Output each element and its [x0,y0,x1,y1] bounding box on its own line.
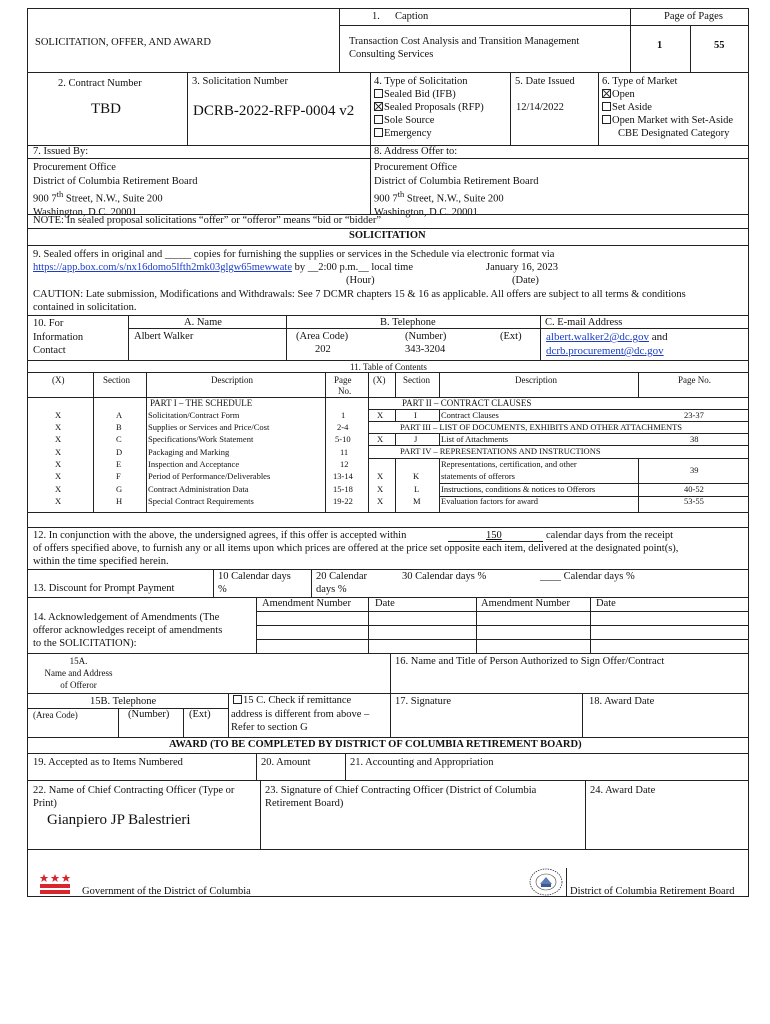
date-issued-value: 12/14/2022 [516,102,564,113]
dcrb-seal-logo [528,868,564,896]
caution-text-2: contained in solicitation. [33,302,137,313]
total-pages: 55 [714,40,725,51]
footer-government: Government of the District of Columbia [82,886,251,897]
cbe-category: CBE Designated Category [618,128,730,139]
amount-label: 20. Amount [261,757,311,768]
toc-desc: Special Contract Requirements [148,496,254,506]
officer-name-value: Gianpiero JP Balestrieri [47,812,191,828]
toc-desc-k-1: Representations, certification, and other [441,459,577,469]
toc-page: 15-18 [333,484,353,494]
toc-row: X [55,484,62,494]
telephone-label: B. Telephone [380,317,436,328]
toc-title: 11. Table of Contents [350,362,427,372]
toc-part-2: PART II – CONTRACT CLAUSES [402,398,532,408]
offeror-name-address-label: 15A. Name and Address of Offeror [44,656,113,690]
toc-section: D [116,447,123,457]
number-value: 343-3204 [405,344,446,355]
toc-section-m: M [413,496,421,506]
solicitation-number-label: 3. Solicitation Number [192,76,288,87]
toc-row: X [55,496,62,506]
submission-line: https://app.box.com/s/nx16domo5lfth2mk03glgw65mewwate by __2:00 p.m.__ local time [33,262,414,273]
offer-terms-2: of offers specified above, to furnish any or all items upon which prices are offered at the price set opposite each item, delivered at the designated point(s), [33,543,679,554]
email-link-1[interactable]: albert.walker2@dc.gov [546,331,649,343]
toc-desc: Period of Performance/Deliverables [148,471,271,481]
info-contact-label: 10. For Information Contact [33,318,84,356]
caption-label: Caption [395,11,429,22]
sealed-offers-text: 9. Sealed offers in original and _____ copies for furnishing the supplies or services in the Schedule via electronic format via [33,249,555,260]
toc-section: G [116,484,123,494]
discount-20-pct: days % [316,584,347,595]
type-option-ifb[interactable]: Sealed Bid (IFB) [374,89,456,101]
toc-section-l: L [414,484,420,494]
type-option-emergency[interactable]: Emergency [374,128,432,140]
award-heading: AWARD (TO BE COMPLETED BY DISTRICT OF COLUMBIA RETIREMENT BOARD) [169,739,582,750]
toc-page: 2-4 [337,422,349,432]
telephone-area-label: (Area Code) [33,710,78,720]
toc-section-j: J [414,434,418,444]
toc-head-page: Page [334,375,352,385]
toc-section: F [116,471,121,481]
dc-flag-logo [40,873,70,895]
caution-text: CAUTION: Late submission, Modifications and Withdrawals: See 7 DCMR chapters 15 & 16 as applicable. All offers are subject to all terms & conditions [33,289,686,300]
toc-page: 1 [341,410,346,420]
market-option-set-aside[interactable]: Set Aside [602,102,652,114]
toc-row: X [55,459,62,469]
discount-20-days: 20 Calendar [316,571,368,582]
checkbox-checked[interactable] [374,102,383,111]
toc-desc-m: Evaluation factors for award [441,496,538,506]
checkbox-checked[interactable] [602,89,611,98]
solicitation-heading: SOLICITATION [349,230,426,241]
offer-terms-1: 12. In conjunction with the above, the undersigned agrees, if this offer is accepted within [33,530,407,541]
toc-page: 5-10 [335,434,351,444]
officer-name-label-2: Print) [33,798,57,809]
caption-number: 1. [372,11,380,22]
toc-x-j: X [377,434,384,444]
solicitation-type-label: 4. Type of Solicitation [374,76,468,87]
footer-board: District of Columbia Retirement Board [570,886,735,897]
toc-section: B [116,422,122,432]
toc-desc-k-2: statements of offerors [441,471,515,481]
toc-head-no: No. [338,386,352,396]
market-option-open[interactable]: Open [602,89,635,101]
toc-row: X [55,447,62,457]
toc-desc-j: List of Attachments [441,434,509,444]
discount-10-days: 10 Calendar days [218,571,291,582]
toc-page-i: 23-37 [684,410,704,420]
award-date-label: 18. Award Date [589,696,655,707]
type-option-rfp[interactable]: Sealed Proposals (RFP) [374,102,484,114]
checkbox[interactable] [374,128,383,137]
discount-30-days: 30 Calendar days % [402,571,487,582]
contract-number-value: TBD [91,101,121,117]
toc-part-4: PART IV – REPRESENTATIONS AND INSTRUCTIONS [400,446,601,456]
toc-page: 19-22 [333,496,353,506]
toc-row: X [55,422,62,432]
remittance-checkbox[interactable] [233,695,242,704]
address-offer-label: 8. Address Offer to: [374,146,458,157]
checkbox[interactable] [602,102,611,111]
officer-name-label-1: 22. Name of Chief Contracting Officer (Type or [33,785,235,796]
email-link-2[interactable]: dcrb.procurement@dc.gov [546,345,664,357]
officer-signature-label-1: 23. Signature of Chief Contracting Officer (District of Columbia [265,785,537,796]
discount-10-pct: % [218,584,227,595]
toc-page-j: 38 [690,434,699,444]
signature-label: 17. Signature [395,696,451,707]
issued-by-address: Procurement Office District of Columbia Retirement Board 900 7th Street, N.W., Suite 200 Washington, D.C. 20001 [33,162,198,218]
toc-desc: Contract Administration Data [148,484,249,494]
toc-desc: Specifications/Work Statement [148,434,254,444]
email-line-1: albert.walker2@dc.gov and [546,331,668,343]
telephone-ext-label: (Ext) [189,709,211,720]
toc-head-x: (X) [52,375,65,385]
toc-desc: Inspection and Acceptance [148,459,240,469]
toc-head-section-2: Section [403,375,430,385]
form-title: SOLICITATION, OFFER, AND AWARD [35,37,211,48]
toc-desc-i: Contract Clauses [441,410,499,420]
page-of-pages-label: Page of Pages [664,11,723,22]
toc-head-section: Section [103,375,130,385]
email-label: C. E-mail Address [545,317,623,328]
offer-days: 150 [486,530,502,541]
solicitation-number-value: DCRB-2022-RFP-0004 v2 [193,103,355,119]
discount-label: 13. Discount for Prompt Payment [33,583,175,594]
toc-page-m: 53-55 [684,496,704,506]
toc-page: 13-14 [333,471,353,481]
toc-page-l: 40-52 [684,484,704,494]
amendments-label-3: to the SOLICITATION): [33,638,137,649]
toc-head-pageno: Page No. [678,375,711,385]
contract-number-label: 2. Contract Number [58,78,142,89]
toc-x-l: X [377,484,384,494]
telephone-15b-label: 15B. Telephone [90,696,157,707]
discount-blank-days: ____ Calendar days % [540,571,635,582]
toc-part-1: PART I – THE SCHEDULE [150,398,253,408]
toc-row: X [55,410,62,420]
offer-terms-1b: calendar days from the receipt [546,530,674,541]
contact-name: Albert Walker [134,331,194,342]
date-issued-label: 5. Date Issued [515,76,575,87]
issued-by-label: 7. Issued By: [33,146,89,157]
toc-page: 12 [340,459,349,469]
remittance-line-3: Refer to section G [231,722,308,733]
caption-text-1: Transaction Cost Analysis and Transition Management [349,36,580,47]
toc-row: X [55,471,62,481]
toc-page: 11 [340,447,349,457]
offer-terms-3: within the time specified herein. [33,556,169,567]
market-option-open-set-aside[interactable]: Open Market with Set-Aside [602,115,733,127]
accepted-items-label: 19. Accepted as to Items Numbered [33,757,183,768]
number-label: (Number) [405,331,447,342]
toc-head-desc: Description [211,375,253,385]
toc-x-m: X [377,496,384,506]
checkbox[interactable] [374,89,383,98]
accounting-label: 21. Accounting and Appropriation [350,757,494,768]
authorized-signer-label: 16. Name and Title of Person Authorized to Sign Offer/Contract [395,656,665,667]
note-text: NOTE: In sealed proposal solicitations “offer” or “offeror” means “bid or “bidder” [33,215,382,226]
type-option-sole-source[interactable]: Sole Source [374,115,434,127]
toc-page-k: 39 [690,465,699,475]
hour-label: (Hour) [346,275,375,286]
offer-address: Procurement Office District of Columbia Retirement Board 900 7th Street, N.W., Suite 200 Washington, D.C. 20001 [374,162,539,218]
toc-x-i: X [377,410,384,420]
due-date: January 16, 2023 [486,262,559,273]
toc-section-k: K [413,471,420,481]
toc-desc-l: Instructions, conditions & notices to Offerors [441,484,596,494]
toc-part-3: PART III – LIST OF DOCUMENTS, EXHIBITS AND OTHER ATTACHMENTS [400,422,683,432]
award-date-24-label: 24. Award Date [590,785,656,796]
remittance-line-2: address is different from above – [231,709,370,720]
area-code-label: (Area Code) [296,331,349,342]
toc-desc: Packaging and Marking [148,447,230,457]
amendments-label-2: offeror acknowledges receipt of amendments [33,625,223,636]
toc-head-desc-2: Description [515,375,557,385]
amendments-label-1: 14. Acknowledgement of Amendments (The [33,612,220,623]
toc-section: E [116,459,122,469]
amendment-date-head-2: Date [596,598,616,609]
toc-desc: Supplies or Services and Price/Cost [148,422,270,432]
toc-section: C [116,434,122,444]
amendment-number-head-2: Amendment Number [481,598,570,609]
checkbox[interactable] [602,115,611,124]
checkbox[interactable] [374,115,383,124]
date-label: (Date) [512,275,539,286]
remittance-checkbox-row[interactable]: 15 C. Check if remittance [233,695,351,707]
officer-signature-label-2: Retirement Board) [265,798,344,809]
name-label: A. Name [184,317,222,328]
toc-row: X [55,434,62,444]
page-number: 1 [657,40,663,51]
box-url-link[interactable]: https://app.box.com/s/nx16domo5lfth2mk03glgw65mewwate [33,262,292,273]
toc-section: A [116,410,123,420]
market-type-label: 6. Type of Market [602,76,678,87]
toc-desc: Solicitation/Contract Form [148,410,240,420]
caption-text-2: Consulting Services [349,49,434,60]
toc-head-x-2: (X) [373,375,386,385]
amendment-date-head: Date [375,598,395,609]
telephone-number-label: (Number) [128,709,170,720]
toc-x-k: X [377,471,384,481]
ext-label: (Ext) [500,331,522,342]
amendment-number-head: Amendment Number [262,598,351,609]
toc-section: H [116,496,123,506]
area-code-value: 202 [315,344,331,355]
toc-section-i: I [414,410,417,420]
